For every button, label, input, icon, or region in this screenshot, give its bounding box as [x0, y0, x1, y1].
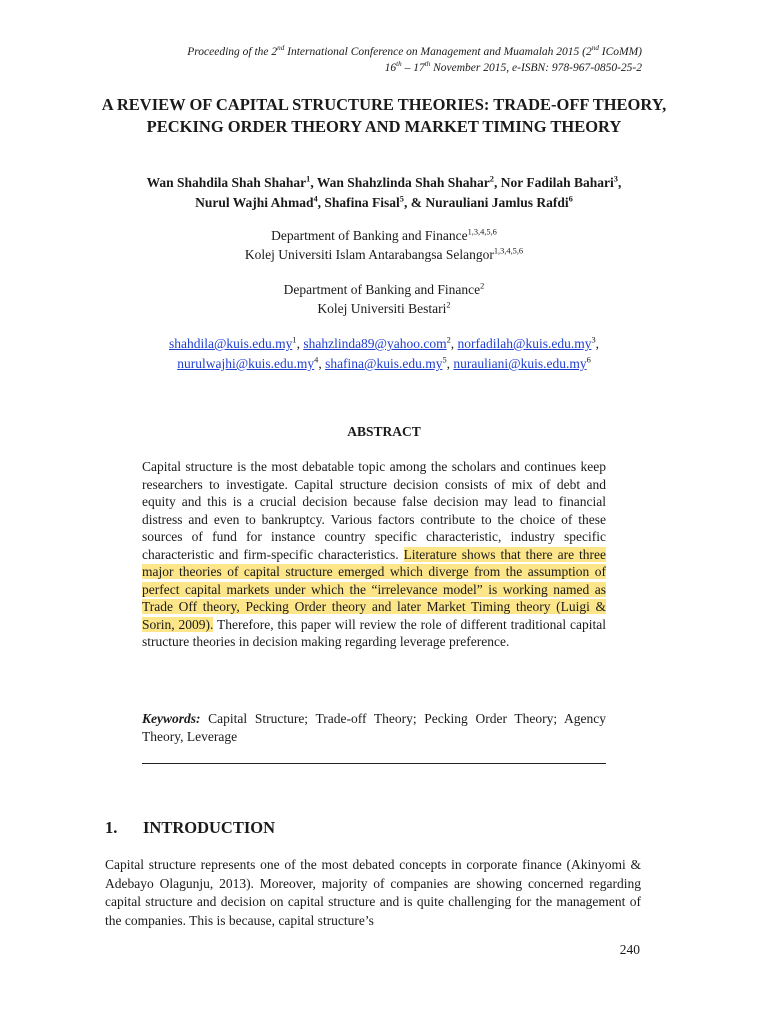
email-sep: , [450, 336, 458, 351]
author-sep: , [617, 175, 622, 190]
email-link[interactable]: nurulwajhi@kuis.edu.my [177, 356, 315, 371]
author-list [90, 173, 678, 213]
author-sep: , [317, 195, 325, 210]
header-sup: nd [591, 44, 599, 53]
introduction-paragraph: Capital structure represents one of the most debated concepts in corporate finance (Akinyomi & Adebayo Olagunju, 2013). Moreover, majority of companies are showing concerned regarding capital structure and decision on capital structure and is quite challenging for the management of the companies. This is because, capital structure’s [105, 857, 641, 928]
email-sup: 2 [446, 335, 451, 345]
author-name: Nor Fadilah Bahari [500, 175, 614, 190]
author-sep: , & [403, 195, 426, 210]
affiliation-dept: Department of Banking and Finance [283, 282, 481, 297]
author-sup: 5 [399, 194, 404, 204]
abstract-text: Capital structure is the most debatable topic among the scholars and continues keep researchers to investigate. Capital structure decision consists of mix of debt and equity and this is a crucial decision because false decision may lead to financial distress and even to bankruptcy. Various factors contribute to the choice of these sources of fund for instance country specific characteristic, industry specific characteristic and firm-specific characteristics. [142, 459, 606, 562]
email-sep: , [446, 356, 454, 371]
email-link[interactable]: shafina@kuis.edu.my [325, 356, 443, 371]
page-number: 240 [619, 942, 640, 957]
affiliation-sup: 1,3,4,5,6 [467, 227, 497, 237]
email-sup: 1 [292, 335, 297, 345]
keywords [142, 710, 606, 745]
affiliation-sup: 1,3,4,5,6 [493, 246, 524, 256]
keywords-label: Keywords: [142, 711, 201, 726]
affiliation-inst: Kolej Universiti Islam Antarabangsa Selangor [244, 247, 494, 262]
affiliation-sup: 2 [446, 300, 451, 310]
affiliation-sup: 2 [480, 281, 485, 291]
author-sep: , [310, 175, 317, 190]
author-sup: 1 [306, 174, 311, 184]
email-sup: 4 [314, 355, 319, 365]
affiliation-block-1 [100, 226, 668, 264]
email-link[interactable]: norfadilah@kuis.edu.my [457, 336, 592, 351]
email-sep: , [296, 336, 304, 351]
header-text: November 2015, e-ISBN: 978-967-0850-25-2 [430, 62, 642, 74]
email-list [90, 334, 678, 374]
section-heading [105, 818, 275, 838]
abstract-highlighted-text: Literature shows that there are three major theories of capital structure emerged which diverge from the assumption of perfect capital markets under which the “irrelevance model” is working named as Trade Off theory, Pecking Order theory and later Market Timing theory (Luigi & Sorin, 2009). [142, 546, 607, 632]
email-sup: 6 [586, 355, 591, 365]
author-sup: 6 [568, 194, 573, 204]
keywords-text: Capital Structure; Trade-off Theory; Pecking Order Theory; Agency Theory, Leverage [142, 711, 606, 744]
affiliation-dept: Department of Banking and Finance [271, 228, 468, 243]
email-link[interactable]: shahdila@kuis.edu.my [168, 336, 293, 351]
email-sep: , [595, 336, 600, 351]
section-number: 1. [105, 818, 118, 837]
section-divider [142, 763, 606, 764]
abstract-heading: ABSTRACT [347, 424, 421, 439]
email-sep: , [318, 356, 326, 371]
header-sup: th [396, 60, 402, 69]
abstract-text: Therefore, this paper will review the role of different traditional capital structure theories in decision making regarding leverage preference. [142, 616, 607, 649]
author-name: Wan Shahzlinda Shah Shahar [316, 175, 490, 190]
header-text: International Conference on Management and Muamalah 2015 (2 [284, 46, 592, 58]
affiliation-block-2 [100, 280, 668, 318]
author-sup: 3 [613, 174, 618, 184]
paper-title: A REVIEW OF CAPITAL STRUCTURE THEORIES: TRADE-OFF THEORY, PECKING ORDER THEORY AND MARKET TIMING THEORY [101, 95, 667, 136]
author-name: Nurauliani Jamlus Rafdi [425, 195, 569, 210]
email-link[interactable]: nurauliani@kuis.edu.my [453, 356, 587, 371]
email-sup: 5 [442, 355, 447, 365]
header-text: Proceeding of the 2 [187, 46, 278, 58]
email-sup: 3 [591, 335, 596, 345]
author-name: Shafina Fisal [324, 195, 400, 210]
header-text: 16 [384, 62, 397, 74]
email-link[interactable]: shahzlinda89@yahoo.com [303, 336, 447, 351]
header-text: – 17 [401, 62, 425, 74]
author-name: Nurul Wajhi Ahmad [195, 195, 314, 210]
author-sep: , [493, 175, 501, 190]
abstract-body [142, 458, 606, 651]
section-title: INTRODUCTION [143, 818, 276, 837]
proceeding-header-line-2 [42, 60, 642, 76]
header-sup: nd [277, 44, 285, 53]
proceeding-header-line-1 [42, 44, 642, 60]
affiliation-inst: Kolej Universiti Bestari [317, 301, 447, 316]
header-text: ICoMM) [598, 46, 642, 58]
author-name: Wan Shahdila Shah Shahar [146, 175, 307, 190]
author-sup: 2 [489, 174, 494, 184]
author-sup: 4 [313, 194, 318, 204]
header-sup: th [424, 60, 431, 69]
